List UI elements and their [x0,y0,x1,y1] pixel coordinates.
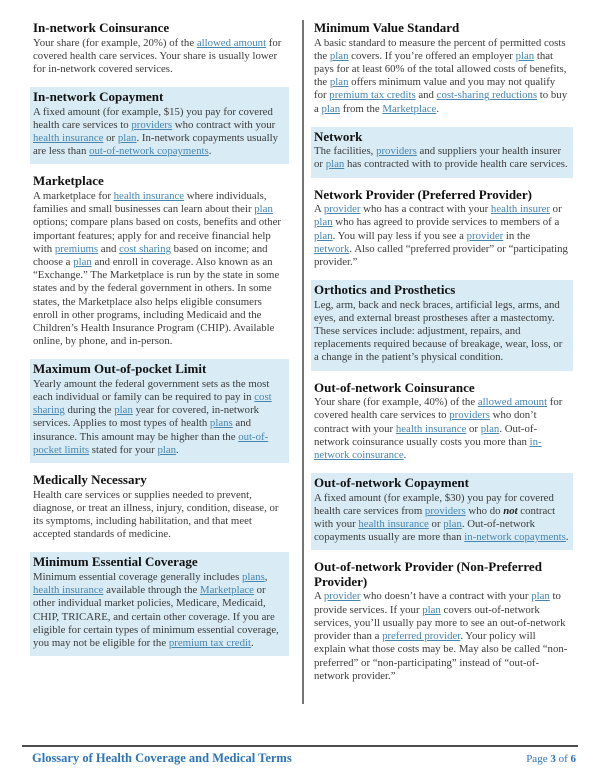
glossary-term-network [311,127,573,178]
term-link-plan[interactable]: plan [73,255,92,268]
term-heading: In-network Coinsurance [33,20,170,35]
term-link-provider[interactable]: provider [323,590,361,603]
right-column [311,20,573,694]
term-link-plans[interactable]: plans [209,417,233,430]
glossary-term-marketplace [30,173,289,350]
term-link-plan[interactable]: plan [329,76,349,89]
term-heading: Minimum Essential Coverage [33,554,198,570]
term-link-in-network-coinsurance[interactable]: in-network coinsurance [314,435,542,461]
term-definition: A basic standard to measure the percent of permitted costs the plan covers. If you’re offered an employer plan that pays for at least 60% of the total allowed costs of benefits, the plan offers minimum value and you may not qualify for premium tax credits and cost-sharing reductions to buy a plan from the Marketplace. [314,36,568,115]
term-link-plan[interactable]: plan [314,229,333,242]
term-link-plan[interactable]: plan [422,603,441,616]
term-link-cost-sharing[interactable]: cost sharing [33,391,272,417]
term-link-allowed-amount[interactable]: allowed amount [196,36,267,49]
term-link-health-insurer[interactable]: health insurer [490,203,550,216]
term-definition: Minimum essential coverage generally includes plans, health insurance available through the Marketplace or other individual market policies, Medicare, Medicaid, CHIP, TRICARE, and certain other coverage. If you are eligible for certain types of minimum essential coverage, you may not be eligible for the premium tax credit. [33,570,279,649]
term-link-plan[interactable]: plan [117,132,137,145]
term-link-preferred-provider[interactable]: preferred provider [382,630,461,643]
term-link-plan[interactable]: plan [480,422,500,435]
footer-rule [22,745,578,747]
term-definition: A provider who doesn’t have a contract with your plan to provide services. If your plan covers out-of-network services, you’ll usually pay more to see an out-of-network provider than a preferred provider. Your policy will explain what those costs may be. May also be called “non-preferred” or “non-participating” instead of “out-of-network provider.” [314,590,568,682]
term-definition: A marketplace for health insurance where individuals, families and small businesses can learn about their plan options; compare plans based on costs, benefits and other important features; apply for and receive financial help with premiums and cost sharing based on income; and choose a plan and enroll in coverage. Also known as an “Exchange.” The Marketplace is run by the state in some states and by the federal government in others. In some states, the Marketplace also helps eligible consumers enroll in other programs, including Medicaid and the Children’s Health Insurance Program (CHIP). Available online, by phone, and in-person. [33,189,281,348]
term-definition: Health care services or supplies needed to prevent, diagnose, or treat an illness, injury, condition, disease, or its symptoms, including habilitation, and that meet accepted standards of medicine. [33,488,279,541]
term-link-providers[interactable]: providers [131,118,173,131]
term-link-plans[interactable]: plans [241,570,265,583]
term-link-plan[interactable]: plan [325,158,345,171]
term-link-marketplace[interactable]: Marketplace [200,584,254,597]
glossary-term-network-provider-preferred-provider [311,187,573,272]
term-link-health-insurance[interactable]: health insurance [113,189,185,202]
term-link-health-insurance[interactable]: health insurance [395,422,467,435]
term-link-plan[interactable]: plan [321,102,341,115]
glossary-term-out-of-network-provider-non-preferred-provider [311,559,573,684]
term-definition: The facilities, providers and suppliers your health insurer or plan has contracted with to provide health care services. [314,145,568,171]
glossary-term-out-of-network-coinsurance [311,380,573,465]
term-definition: Yearly amount the federal government sets as the most each individual or family can be required to pay in cost sharing during the plan year for covered, in-network services. Applies to most types of health plans and insurance. This amount may be higher than the out-of-pocket limits stated for your plan. [33,377,272,456]
term-heading: Out-of-network Provider (Non-Preferred Provider) [314,559,542,589]
term-link-plan[interactable]: plan [531,590,550,603]
glossary-term-minimum-essential-coverage [30,552,289,656]
term-link-cost-sharing-reductions[interactable]: cost-sharing reductions [436,89,538,102]
footer-page-of: of [558,753,568,765]
term-link-providers[interactable]: providers [424,504,466,517]
term-link-marketplace[interactable]: Marketplace [382,102,437,115]
term-link-plan[interactable]: plan [515,49,535,62]
term-heading: Marketplace [33,173,104,189]
term-definition: Your share (for example, 40%) of the allowed amount for covered health care services to providers who don’t contract with your health insurance or plan. Out-of-network coinsurance usually costs you more than in-network coinsurance. [314,396,563,461]
term-definition: A fixed amount (for example, $30) you pay for covered health care services from providers who do not contract with your health insurance or plan. Out-of-network copayments usually are more than in-network copayments. [314,491,569,544]
term-link-network[interactable]: network [314,242,350,255]
term-link-cost-sharing[interactable]: cost sharing [119,242,171,255]
term-link-provider[interactable]: provider [323,203,361,216]
term-link-health-insurance[interactable]: health insurance [33,132,104,145]
term-link-out-of-pocket-limits[interactable]: out-of-pocket limits [33,430,269,456]
footer-document-title: Glossary of Health Coverage and Medical Terms [32,751,292,765]
glossary-term-orthotics-and-prosthetics [311,280,573,371]
term-link-plan[interactable]: plan [314,216,333,229]
glossary-term-in-network-copayment [30,87,289,164]
term-definition: Leg, arm, back and neck braces, artificial legs, arms, and eyes, and external breast prostheses after a mastectomy. These services include: adjustment, repairs, and replacements required because of breakage, wear, loss, or a change in the patient’s physical condition. [314,298,563,364]
term-link-premium-tax-credits[interactable]: premium tax credits [329,89,416,102]
glossary-term-minimum-value-standard [311,20,573,118]
term-heading: Network Provider (Preferred Provider) [314,186,532,202]
column-divider-line [302,20,304,704]
term-link-plan[interactable]: plan [329,49,349,62]
term-link-premiums[interactable]: premiums [54,242,99,255]
term-definition: A provider who has a contract with your health insurer or plan who has agreed to provide services to members of a plan. You will pay less if you see a provider in the network. Also called “preferred provider” or “participating provider.” [314,203,568,268]
term-definition: A fixed amount (for example, $15) you pay for covered health care services to providers who contract with your health insurance or plan. In-network copayments usually are less than out-of-network copayments. [33,105,278,158]
term-link-plan[interactable]: plan [443,518,462,531]
term-heading: Out-of-network Copayment [314,475,469,491]
term-link-plan[interactable]: plan [254,203,273,216]
glossary-term-maximum-out-of-pocket-limit [30,359,289,463]
glossary-term-out-of-network-copayment [311,473,573,550]
footer-page-indicator [526,753,576,765]
footer-page-prefix: Page [526,753,548,765]
term-link-allowed-amount[interactable]: allowed amount [477,396,548,409]
footer-page-number: 3 [550,753,556,765]
glossary-term-in-network-coinsurance [30,20,289,78]
term-link-plan[interactable]: plan [157,443,177,456]
term-heading: Orthotics and Prosthetics [314,282,456,298]
term-heading: Medically Necessary [33,472,147,488]
footer-page-total: 6 [570,753,576,765]
left-column [30,20,289,665]
glossary-term-medically-necessary [30,472,289,543]
term-link-premium-tax-credit[interactable]: premium tax credit [168,636,251,649]
term-link-health-insurance[interactable]: health insurance [33,584,104,597]
term-heading: Out-of-network Coinsurance [314,379,475,395]
term-link-providers[interactable]: providers [376,145,417,158]
term-link-providers[interactable]: providers [449,409,490,422]
term-link-health-insurance[interactable]: health insurance [358,518,429,531]
term-heading: In-network Copayment [33,89,164,105]
term-heading: Network [314,128,363,144]
term-definition: Your share (for example, 20%) of the allowed amount for covered health care services. Your share is usually lower for in-network covered services. [33,36,282,75]
term-link-out-of-network-copayments[interactable]: out-of-network copayments [89,145,209,158]
term-link-in-network-copayments[interactable]: in-network copayments [464,531,566,544]
term-link-provider[interactable]: provider [466,229,504,242]
term-heading: Minimum Value Standard [314,20,460,35]
term-link-plan[interactable]: plan [114,404,133,417]
emphasized-text: not [503,504,518,517]
term-heading: Maximum Out-of-pocket Limit [33,361,207,377]
